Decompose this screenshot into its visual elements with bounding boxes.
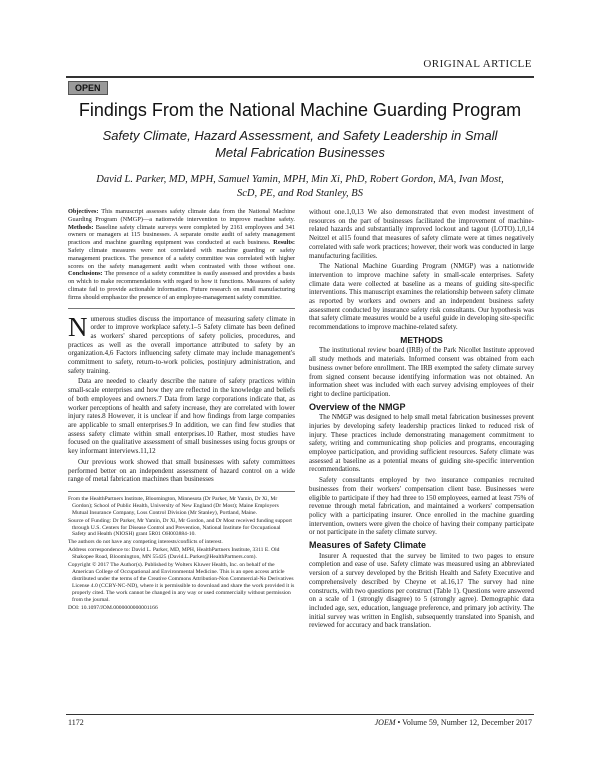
footnote-divider xyxy=(68,491,295,492)
article-title: Findings From the National Machine Guarding Program xyxy=(78,100,522,120)
overview-paragraph-1: The NMGP was designed to help small metal fabrication businesses prevent injuries by developing safety leadership practices linked to reduced risk of injury. These practices include demonstrating management commitment to safety, writing and communicating shop policies and programs, encouraging employee participation, and providing sufficient resources. Safety climate was assessed at baseline as a potential means of guiding site-specific intervention recommendations. xyxy=(309,413,534,474)
abstract-results-label: Results: xyxy=(273,239,295,247)
drop-cap: N xyxy=(68,311,88,342)
footnote-doi: DOI: 10.1097/JOM.0000000000001166 xyxy=(68,604,158,611)
methods-paragraph: The institutional review board (IRB) of the Park Nicollet Institute approved all study methods and materials. Informed consent was obtained from each business owner before enrollment. The IRB exempted the safety climate survey from signed consent because identifying information was not obtained. An information sheet was included with each survey advising employees of their right to decline participation. xyxy=(309,346,534,398)
intro-paragraph-1 xyxy=(68,311,295,376)
abstract-methods: Baseline safety climate surveys were completed by 2161 employees and 341 owners or managers at 115 businesses. A separate onsite audit of safety management practices and machine guarding equipment was conducted at each business. xyxy=(68,223,296,247)
abstract-objectives-label: Objectives: xyxy=(68,208,99,215)
open-access-badge: OPEN xyxy=(68,81,108,95)
top-rule xyxy=(66,76,534,78)
journal-issue: • Volume 59, Number 12, December 2017 xyxy=(397,718,532,727)
page-number: 1172 xyxy=(68,718,84,727)
intro-paragraph-2: Data are needed to clearly describe the nature of safety practices within small-scale enterprises and how they are reflected in the knowledge and beliefs of both employees and owners.7 Data from large corporations indicate that, as worker perceptions of health and safety increase, they are correlated with lower injury rates.8 However, it is unclear if and how findings from large companies are applicable to small enterprises.9 In addition, we can find few studies that assess safety climate within small enterprises.10 Rather, most studies have focused on the qualitative assessment of small businesses using focus groups or key informant interviews.11,12 xyxy=(68,377,295,456)
abstract xyxy=(68,208,295,302)
footnote-funding: Source of Funding: Dr Parker, Mr Yamin, Dr Xi, Mr Gordon, and Dr Most received funding support through U.S. Centers for Disease Control and Prevention, National Institute for Occupational Safety and Health (NIOSH) grant 5R01 OH003884-10. xyxy=(68,517,292,538)
intro-paragraph-1-text: umerous studies discuss the importance of measuring safety climate in order to improve workplace safety.1–5 Safety climate has been defined as workers' shared perceptions of safety policies, procedures, and practices as well as the overall importance attributed to safety by an organization.4,6 Factors influencing safety climate may include management's commitment to safety, return-to-work policies, postinjury administration, and safety training. xyxy=(68,314,295,375)
footnote-conflicts: The authors do not have any competing interests/conflicts of interest. xyxy=(68,539,223,546)
right-column xyxy=(309,208,534,632)
footnote-affiliations: From the HealthPartners Institute, Bloomington, Minnesota (Dr Parker, Mr Yamin, Dr Xi, Mr Gordon); School of Public Health, University of New England (Dr Most); Maine Employers Mutual Insurance Company, Loss Control Division (Mr Stanley), Portland, Maine. xyxy=(68,495,279,516)
journal-citation xyxy=(375,718,532,727)
measures-heading: Measures of Safety Climate xyxy=(309,540,427,551)
footer-rule xyxy=(66,714,534,715)
abstract-conclusions: The presence of a safety committee is easily assessed and provides a basis on which to make recommendations with regard to how it functions. Measures of safety climate fail to provide actionable information. Future research on small manufacturing firms should emphasize the presence of an employee-management safety committee. xyxy=(68,270,295,301)
methods-heading: METHODS xyxy=(400,334,443,345)
abstract-methods-label: Methods: xyxy=(68,223,94,231)
measures-paragraph: Insurer A requested that the survey be limited to two pages to ensure completion and ease of use. Safety climate was measured using an abbreviated version of a survey developed by the British Health and Safety Executive and comprehensively described by Cheyne et al.16,17 The survey had nine constructs, with two questions per construct (Table 1). Questions were answered on a scale of 1 (strongly disagree) to 5 (strongly agree). Demographic data included age, sex, education, language preference, and primary job activity. The initial survey was written in English, subsequently translated into Spanish, and reviewed for accuracy and back translation. xyxy=(309,551,535,630)
abstract-divider xyxy=(68,308,295,309)
left-column xyxy=(68,208,295,612)
footnote-copyright: Copyright © 2017 The Author(s). Published by Wolters Kluwer Health, Inc. on behalf of the American College of Occupational and Environmental Medicine. This is an open access article distributed under the terms of the Creative Commons Attribution-Non Commercial-No Derivatives License 4.0 (CCBY-NC-ND), where it is permissible to download and share the work provided it is properly cited. The work cannot be changed in any way or used commercially without permission from the journal. xyxy=(68,562,295,603)
continued-paragraph: without one.1,0,13 We also demonstrated that even modest investment of resources on the part of businesses facilitated the improvement of machine-related hazards and substantially improved lockout and tagout (LOTO).1,0,14 Neitzel et al15 found that measures of safety climate were at times negatively correlated with safe work practices; however, their work was conducted in large manufacturing facilities. xyxy=(309,208,534,260)
footnote-correspondence: Address correspondence to: David L. Parker, MD, MPH, HealthPartners Institute, 3311 E. Old Shakopee Road, Bloomington, MN 55425 (David.L.Parker@HealthPartners.com). xyxy=(68,547,280,561)
nmgp-intro-paragraph: The National Machine Guarding Program (NMGP) was a nationwide intervention to improve machine safety in small-scale enterprises. Safety climate data were collected at baseline as a means of guiding site-specific interventions. This manuscript examines the relationship between safety climate as reported by workers and owners and an independent business safety assessment conducted by insurance safety risk consultants. Our hypothesis was that safety climate measures would be a useful guide in developing site-specific recommendations to improve machine-related safety. xyxy=(309,262,534,332)
overview-heading: Overview of the NMGP xyxy=(309,401,406,412)
overview-paragraph-2: Safety consultants employed by two insurance companies recruited businesses from their workers' compensation client base. Businesses were eligible to participate if they had three to 150 employees, earned at least 75% of revenue through metal fabrication, and maintained a workers' compensation policy with a participating insurer. Once enrolled in the machine guarding intervention, owners were given the choice of having their company participate or not participate in the safety climate survey. xyxy=(309,476,534,537)
abstract-results: Safety climate measures were not correlated with machine guarding or safety management practices. The presence of a safety committee was correlated with higher scores on the safety management audit when contrasted with those without one. xyxy=(68,246,295,270)
author-list: David L. Parker, MD, MPH, Samuel Yamin, MPH, Min Xi, PhD, Robert Gordon, MA, Ivan Most, ScD, PE, and Rod Stanley, BS xyxy=(96,174,504,199)
abstract-objectives: This manuscript assesses safety climate data from the National Machine Guarding Program (NMGP)—a nationwide intervention to improve machine safety. xyxy=(68,208,295,223)
abstract-conclusions-label: Conclusions: xyxy=(68,270,103,278)
journal-name: JOEM xyxy=(374,718,396,727)
intro-paragraph-3: Our previous work showed that small businesses with safety committees performed better on an independent assessment of hazard control on a wide range of metal fabrication machines than businesses xyxy=(68,457,295,484)
article-type-label: ORIGINAL ARTICLE xyxy=(423,58,532,70)
article-subtitle: Safety Climate, Hazard Assessment, and Safety Leadership in Small Metal Fabrication Businesses xyxy=(102,128,498,160)
